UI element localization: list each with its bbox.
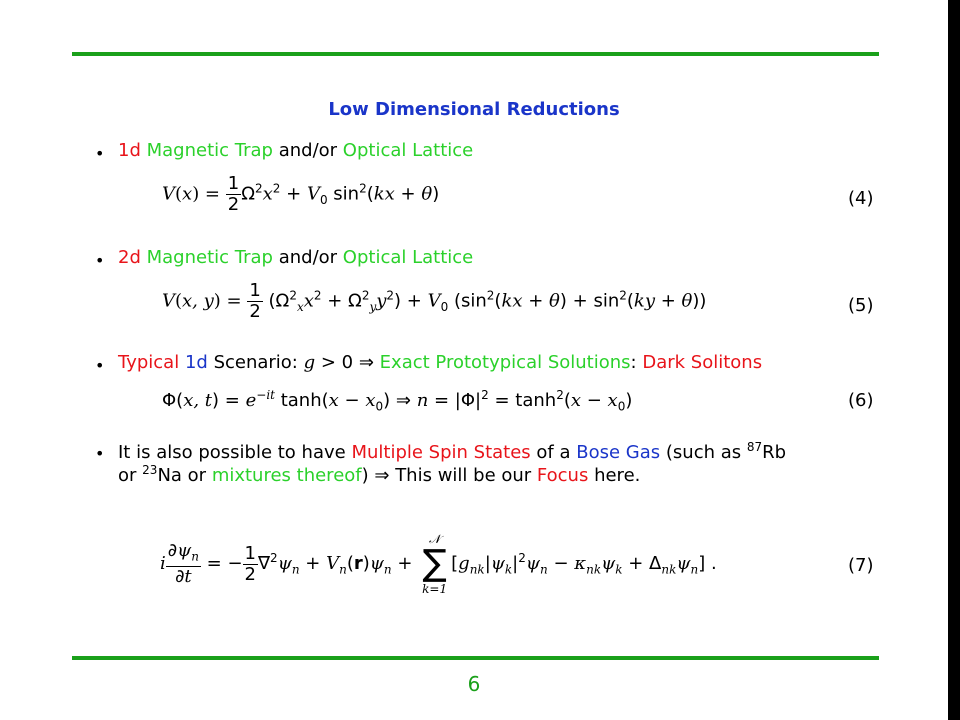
exact-solutions-label: Exact Prototypical Solutions <box>379 352 631 373</box>
andor-label: and/or <box>278 140 338 161</box>
bullet-dot: • <box>95 251 105 270</box>
dim-label: 2d <box>118 247 141 268</box>
rb-mass-number: 87 <box>746 440 763 454</box>
equation-number: (7) <box>848 555 874 576</box>
scenario-label: Scenario: <box>213 352 298 373</box>
mixtures-label: mixtures thereof <box>211 465 362 486</box>
na-symbol: Na or <box>157 465 207 486</box>
dim-label: 1d <box>118 140 141 161</box>
bottom-rule <box>72 656 879 660</box>
andor-label: and/or <box>278 247 338 268</box>
bullet-3-text <box>118 352 762 373</box>
bullet-1-text <box>118 140 473 161</box>
na-mass-number: 23 <box>142 463 158 477</box>
lattice-label: Optical Lattice <box>342 247 474 268</box>
bullet-4-line-1 <box>118 440 786 463</box>
bullet-2-text <box>118 247 473 268</box>
dark-solitons-label: Dark Solitons <box>642 352 763 373</box>
typical-label: Typical <box>118 352 180 373</box>
rb-symbol: Rb <box>762 442 787 463</box>
bullet-dot: • <box>95 444 105 463</box>
bose-gas-label: Bose Gas <box>576 442 661 463</box>
text-span: It is also possible to have <box>118 442 346 463</box>
inline-math: g > 0 ⇒ <box>303 352 374 373</box>
lattice-label: Optical Lattice <box>342 140 474 161</box>
top-rule <box>72 52 879 56</box>
page-number: 6 <box>467 672 481 696</box>
bullet-4-line-2: or $^{23}$Na or mixtures thereof) ⇒ This will be our Focus here. <box>118 463 641 486</box>
equation-number: (4) <box>848 188 874 209</box>
bullet-dot: • <box>95 356 105 375</box>
text-span: ) <box>361 465 369 486</box>
text-span: here. <box>594 465 641 486</box>
equation-5: V(x, y) = $\frac{1}{2}$ $(\Omega^2_xx^2 + \Omega^2_yy^2) + V_0$ $(\sin^2(kx + \theta) + \sin^2(ky + \theta))$ <box>162 280 707 322</box>
text-span: This will be our <box>395 465 532 486</box>
equation-4: V(x) = $\frac{1}{2}$ $\Omega^2x^2 + V_0$ $\sin^2(kx + \theta)$ <box>162 173 440 215</box>
equation-7: i $\frac{\partial\psi_n}{\partial t}$ = − $\frac{1}{2}$ $\nabla^2\psi_n + V_n(r)\psi_n$ + 𝒩 ∑ k=1 $[g_{nk}|\psi_k|^2\psi_n - \kappa_{nk}\psi_k + \Delta_{nk}\psi_n]$ . <box>160 532 717 596</box>
text-span: (such as <box>665 442 742 463</box>
colon: : <box>630 352 637 373</box>
trap-label: Magnetic Trap <box>146 247 273 268</box>
equation-number: (6) <box>848 390 874 411</box>
dim-label: 1d <box>184 352 208 373</box>
bullet-dot: • <box>95 144 105 163</box>
text-span: of a <box>536 442 571 463</box>
text-span: or <box>118 465 137 486</box>
focus-label: Focus <box>536 465 589 486</box>
equation-6: Φ(x, $t) = e^{-it}$ $\tanh(x - x_0)$ ⇒ $n = |\Phi|^2 = \tanh^2(x - x_0)$ <box>162 388 633 414</box>
slide-title: Low Dimensional Reductions <box>328 99 620 120</box>
right-border <box>948 0 960 720</box>
equation-number: (5) <box>848 295 874 316</box>
multiple-spin-states-label: Multiple Spin States <box>351 442 531 463</box>
trap-label: Magnetic Trap <box>146 140 273 161</box>
